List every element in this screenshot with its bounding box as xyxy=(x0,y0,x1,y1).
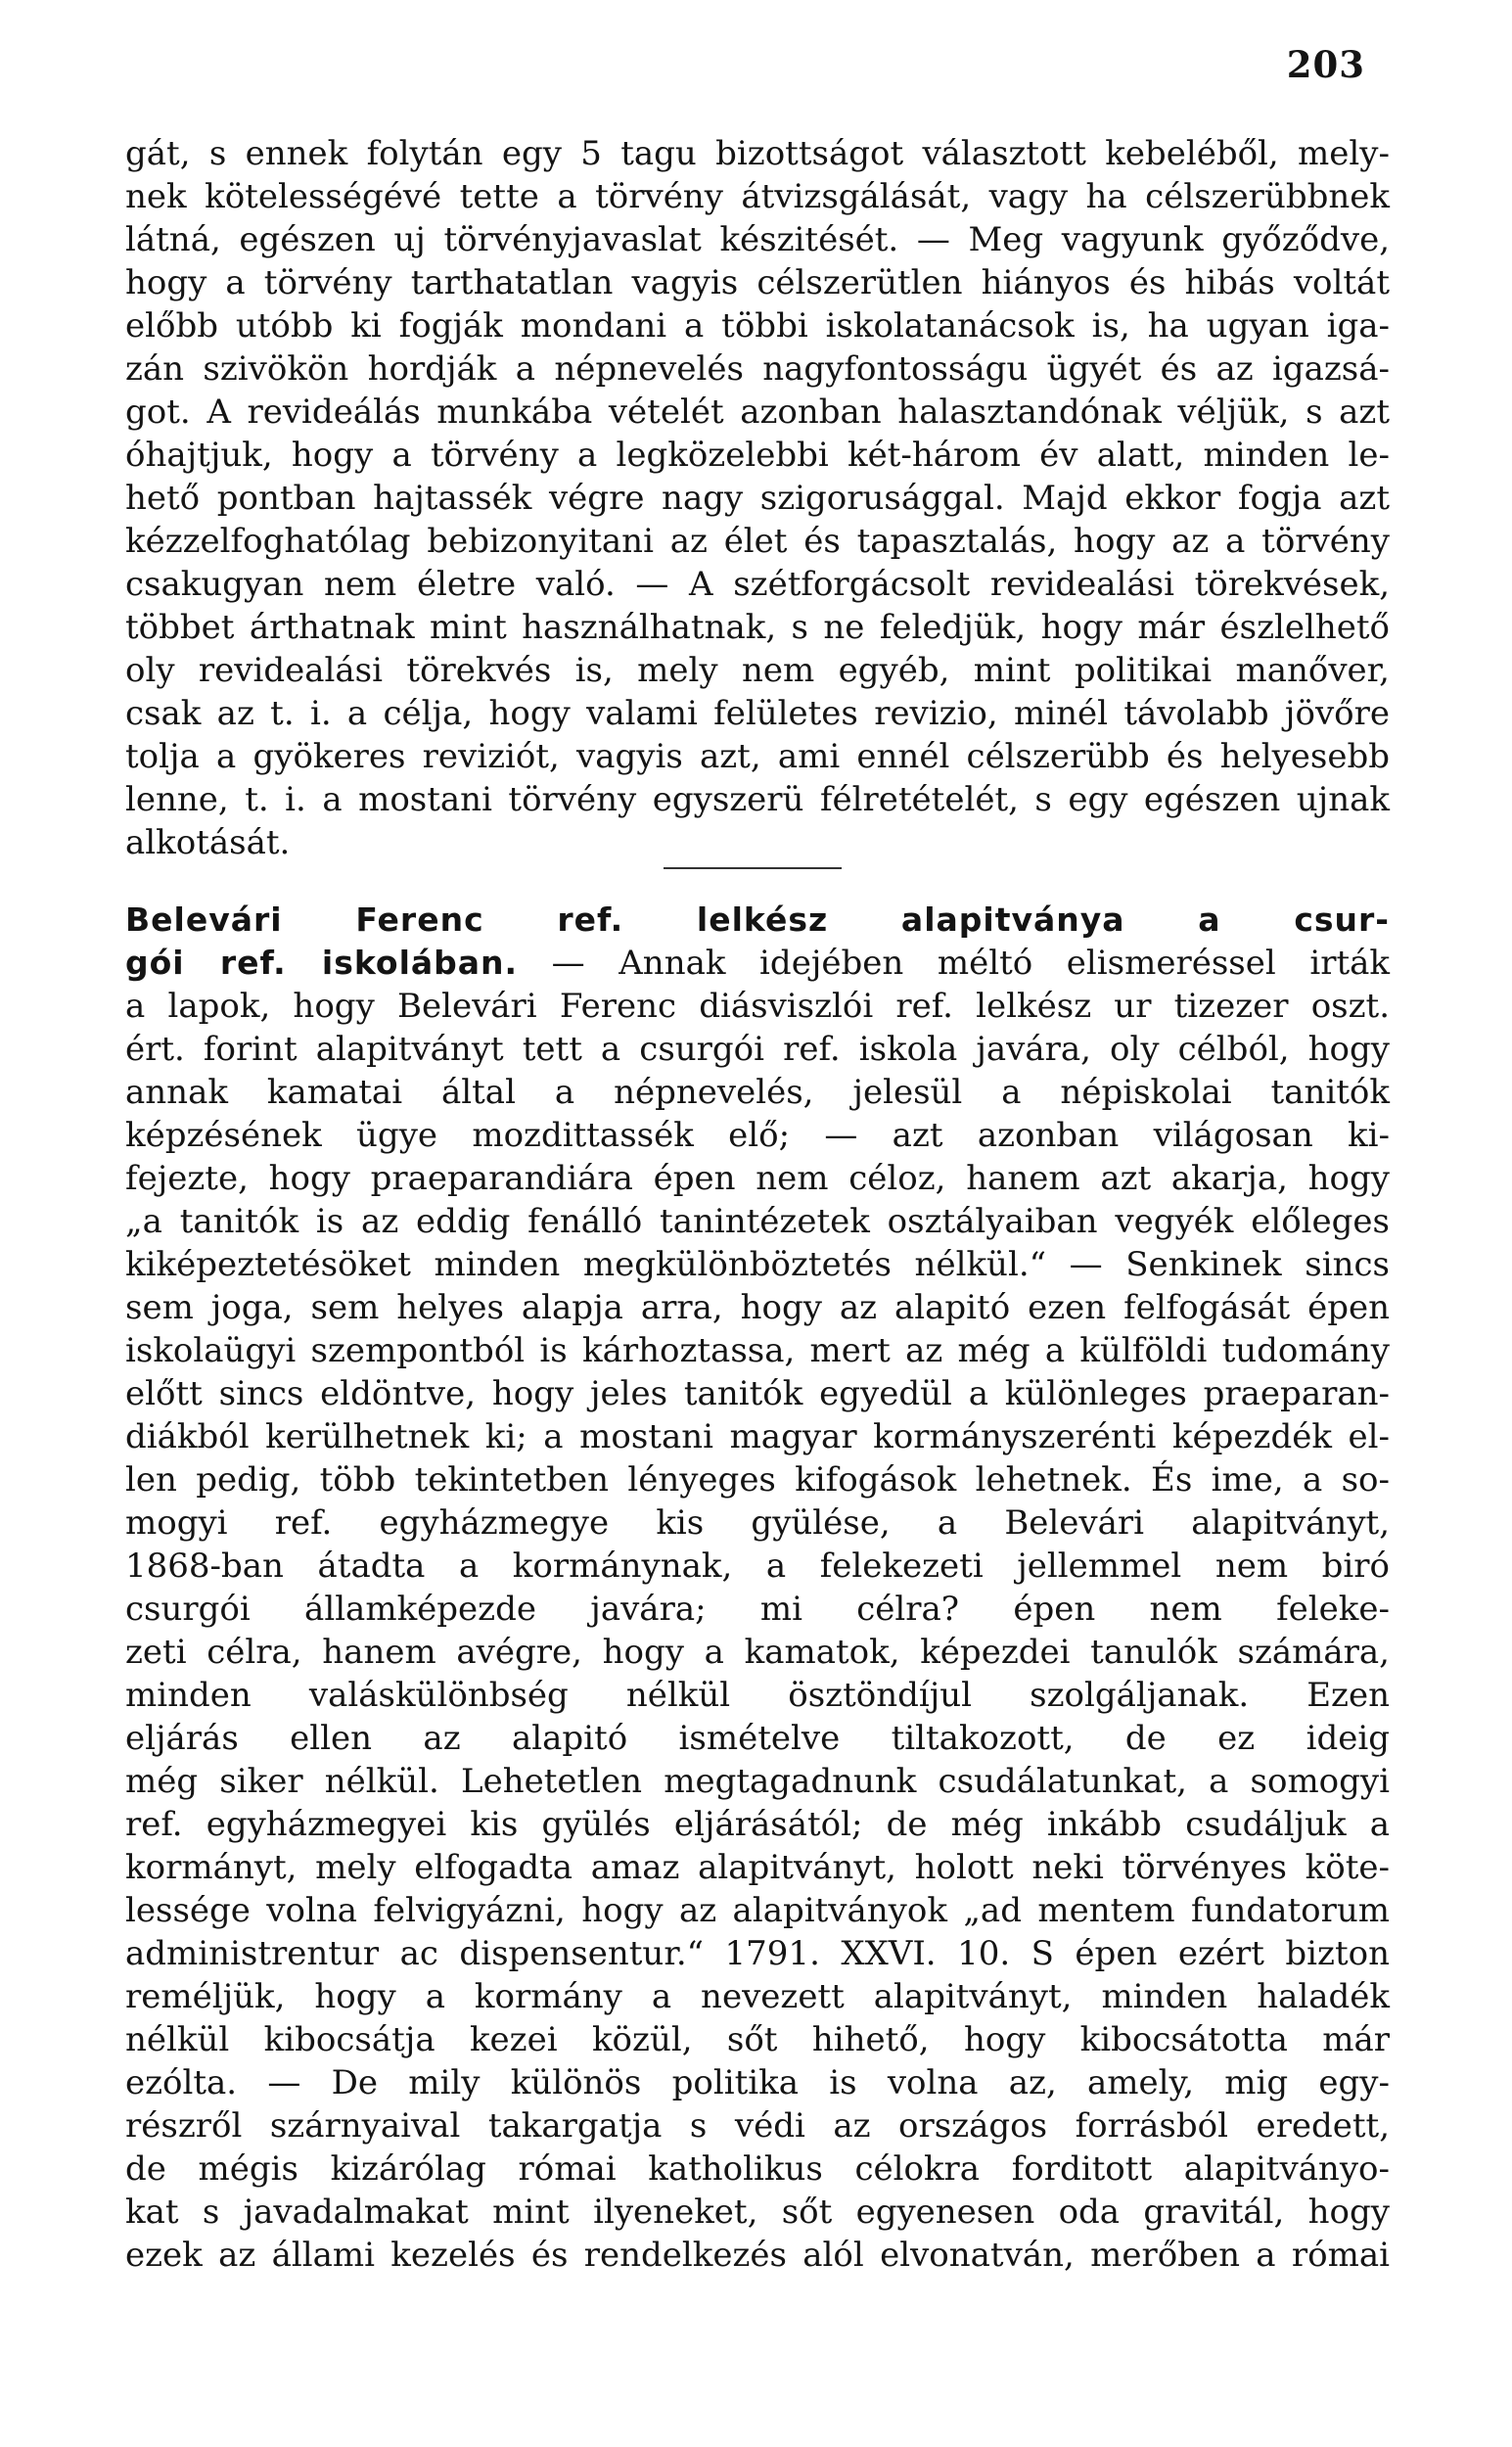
text-line: iskolaügyi szempontból is kárhoztassa, mert az még a külföldi tudomány xyxy=(125,1331,1390,1370)
text-line: ezek az állami kezelés és rendelkezés alól elvonatván, merőben a római xyxy=(125,2236,1390,2275)
heading-line xyxy=(125,942,1390,985)
section-divider xyxy=(664,867,842,869)
text-line: minden valáskülönbség nélkül ösztöndíjul szolgáljanak. Ezen xyxy=(125,1676,1390,1715)
text-line: kat s javadalmakat mint ilyeneket, sőt egyenesen oda gravitál, hogy xyxy=(125,2193,1390,2232)
heading-title-part2: gói ref. iskolában. xyxy=(125,944,519,982)
heading-title-part1: Belevári Ferenc ref. lelkész alapitványa a csur- xyxy=(125,900,1390,939)
text-line: administrentur ac dispensentur.“ 1791. XXVI. 10. S épen ezért bizton xyxy=(125,1934,1390,1973)
text-line: mogyi ref. egyházmegye kis gyülése, a Belevári alapitványt, xyxy=(125,1503,1390,1543)
text-line: de mégis kizárólag római katholikus célokra forditott alapitványo- xyxy=(125,2149,1390,2189)
paragraph-2 xyxy=(125,985,1390,2277)
text-line: részről szárnyaival takargatja s védi az országos forrásból eredett, xyxy=(125,2106,1390,2146)
text-line: zeti célra, hanem avégre, hogy a kamatok, képezdei tanulók számára, xyxy=(125,1633,1390,1672)
text-line: csak az t. i. a célja, hogy valami felületes revizio, minél távolabb jövőre xyxy=(125,694,1390,733)
text-line: kormányt, mely elfogadta amaz alapitványt, holott neki törvényes köte- xyxy=(125,1848,1390,1887)
text-line: előtt sincs eldöntve, hogy jeles tanitók egyedül a különleges praeparan- xyxy=(125,1374,1390,1413)
text-line: tolja a gyökeres reviziót, vagyis azt, ami ennél célszerübb és helyesebb xyxy=(125,737,1390,776)
text-line: nek kötelességévé tette a törvény átvizsgálását, vagy ha célszerübbnek xyxy=(125,177,1390,216)
text-line: kiképeztetésöket minden megkülönböztetés nélkül.“ — Senkinek sincs xyxy=(125,1245,1390,1284)
text-line: előbb utóbb ki fogják mondani a többi iskolatanácsok is, ha ugyan iga- xyxy=(125,306,1390,346)
page-number: 203 xyxy=(1286,43,1365,86)
text-line: csurgói államképezde javára; mi célra? épen nem feleke- xyxy=(125,1590,1390,1629)
text-line: gát, s ennek folytán egy 5 tagu bizottságot választott kebeléből, mely- xyxy=(125,134,1390,173)
text-line: oly revidealási törekvés is, mely nem egyéb, mint politikai manőver, xyxy=(125,651,1390,690)
text-line: ezólta. — De mily különös politika is volna az, amely, mig egy- xyxy=(125,2063,1390,2102)
text-line: alkotását. xyxy=(125,823,291,862)
heading-line-text: — Annak idejében méltó elismeréssel irták xyxy=(518,944,1391,983)
text-line: hogy a törvény tarthatatlan vagyis célszerütlen hiányos és hibás voltát xyxy=(125,263,1390,302)
text-line: látná, egészen uj törvényjavaslat készitését. — Meg vagyunk győződve, xyxy=(125,220,1390,259)
text-line: kézzelfoghatólag bebizonyitani az élet és tapasztalás, hogy az a törvény xyxy=(125,522,1390,561)
text-line: ért. forint alapitványt tett a csurgói ref. iskola javára, oly célból, hogy xyxy=(125,1030,1390,1069)
text-line: len pedig, több tekintetben lényeges kifogások lehetnek. És ime, a so- xyxy=(125,1460,1390,1500)
text-line: got. A revideálás munkába vételét azonban halasztandónak véljük, s azt xyxy=(125,392,1390,432)
text-line: többet árthatnak mint használhatnak, s ne feledjük, hogy már észlelhető xyxy=(125,608,1390,647)
text-line: reméljük, hogy a kormány a nevezett alapitványt, minden haladék xyxy=(125,1977,1390,2016)
text-line: óhajtjuk, hogy a törvény a legközelebbi két-három év alatt, minden le- xyxy=(125,436,1390,475)
text-line: annak kamatai által a népnevelés, jelesül a népiskolai tanitók xyxy=(125,1073,1390,1112)
text-line: „a tanitók is az eddig fenálló tanintézetek osztályaiban vegyék előleges xyxy=(125,1202,1390,1241)
paragraph-1 xyxy=(125,132,1390,864)
text-line: diákból kerülhetnek ki; a mostani magyar kormányszerénti képezdék el- xyxy=(125,1417,1390,1456)
text-line: eljárás ellen az alapitó ismételve tiltakozott, de ez ideig xyxy=(125,1719,1390,1758)
text-line: 1868-ban átadta a kormánynak, a felekezeti jellemmel nem biró xyxy=(125,1547,1390,1586)
text-line: lenne, t. i. a mostani törvény egyszerü félretételét, s egy egészen ujnak xyxy=(125,780,1390,819)
text-line: ref. egyházmegyei kis gyülés eljárásától; de még inkább csudáljuk a xyxy=(125,1805,1390,1844)
text-line: lessége volna felvigyázni, hogy az alapitványok „ad mentem fundatorum xyxy=(125,1891,1390,1930)
text-line: csakugyan nem életre való. — A szétforgácsolt revidealási törekvések, xyxy=(125,565,1390,604)
text-line: zán szivökön hordják a népnevelés nagyfontosságu ügyét és az igazsá- xyxy=(125,349,1390,389)
heading-line xyxy=(125,899,1390,942)
text-line: képzésének ügye mozdittassék elő; — azt azonban világosan ki- xyxy=(125,1116,1390,1155)
text-line: még siker nélkül. Lehetetlen megtagadnunk csudálatunkat, a somogyi xyxy=(125,1762,1390,1801)
section-heading xyxy=(125,899,1390,985)
text-line: a lapok, hogy Belevári Ferenc diásviszlói ref. lelkész ur tizezer oszt. xyxy=(125,987,1390,1026)
text-line: hető pontban hajtassék végre nagy szigorusággal. Majd ekkor fogja azt xyxy=(125,479,1390,518)
text-line: nélkül kibocsátja kezei közül, sőt hihető, hogy kibocsátotta már xyxy=(125,2020,1390,2059)
text-line: fejezte, hogy praeparandiára épen nem céloz, hanem azt akarja, hogy xyxy=(125,1159,1390,1198)
text-line: sem joga, sem helyes alapja arra, hogy az alapitó ezen felfogását épen xyxy=(125,1288,1390,1327)
